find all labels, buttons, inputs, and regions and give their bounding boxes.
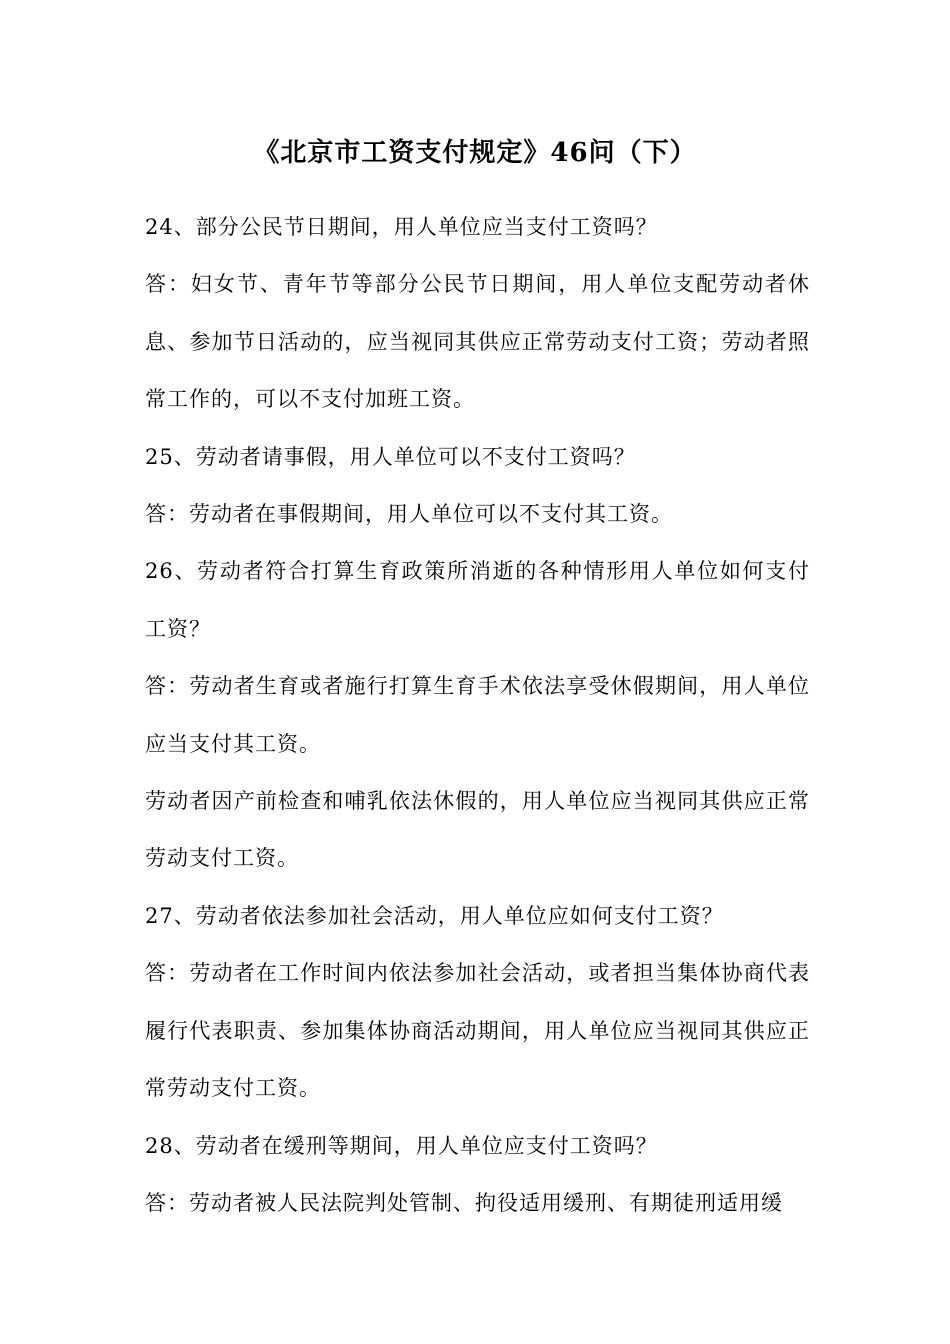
question-27: 27、劳动者依法参加社会活动，用人单位应如何支付工资？ — [145, 903, 724, 928]
question-24: 24、部分公民节日期间，用人单位应当支付工资吗？ — [145, 215, 658, 239]
question-28: 28、劳动者在缓刑等期间，用人单位应支付工资吗？ — [145, 1133, 658, 1158]
document-title: 《北京市工资支付规定》46问（下） — [253, 138, 697, 168]
question-26: 26、劳动者符合打算生育政策所消逝的各种情形用人单位如何支付工资？ — [145, 559, 810, 641]
answer-26-continued: 劳动者因产前检查和哺乳依法休假的，用人单位应当视同其供应正常劳动支付工资。 — [145, 789, 810, 871]
answer-28: 答：劳动者被人民法院判处管制、拘役适用缓刑、有期徒刑适用缓 — [145, 1190, 783, 1215]
answer-27: 答：劳动者在工作时间内依法参加社会活动，或者担当集体协商代表履行代表职责、参加集体协商活动期间，用人单位应当视同其供应正常劳动支付工资。 — [145, 961, 810, 1101]
answer-26: 答：劳动者生育或者施行打算生育手术依法享受休假期间，用人单位应当支付其工资。 — [145, 674, 810, 756]
answer-25: 答：劳动者在事假期间，用人单位可以不支付其工资。 — [145, 502, 673, 527]
question-25: 25、劳动者请事假，用人单位可以不支付工资吗？ — [145, 444, 636, 469]
document-body — [145, 199, 810, 1232]
answer-24: 答：妇女节、青年节等部分公民节日期间，用人单位支配劳动者休息、参加节日活动的，应当视同其供应正常劳动支付工资；劳动者照常工作的，可以不支付加班工资。 — [145, 272, 810, 412]
